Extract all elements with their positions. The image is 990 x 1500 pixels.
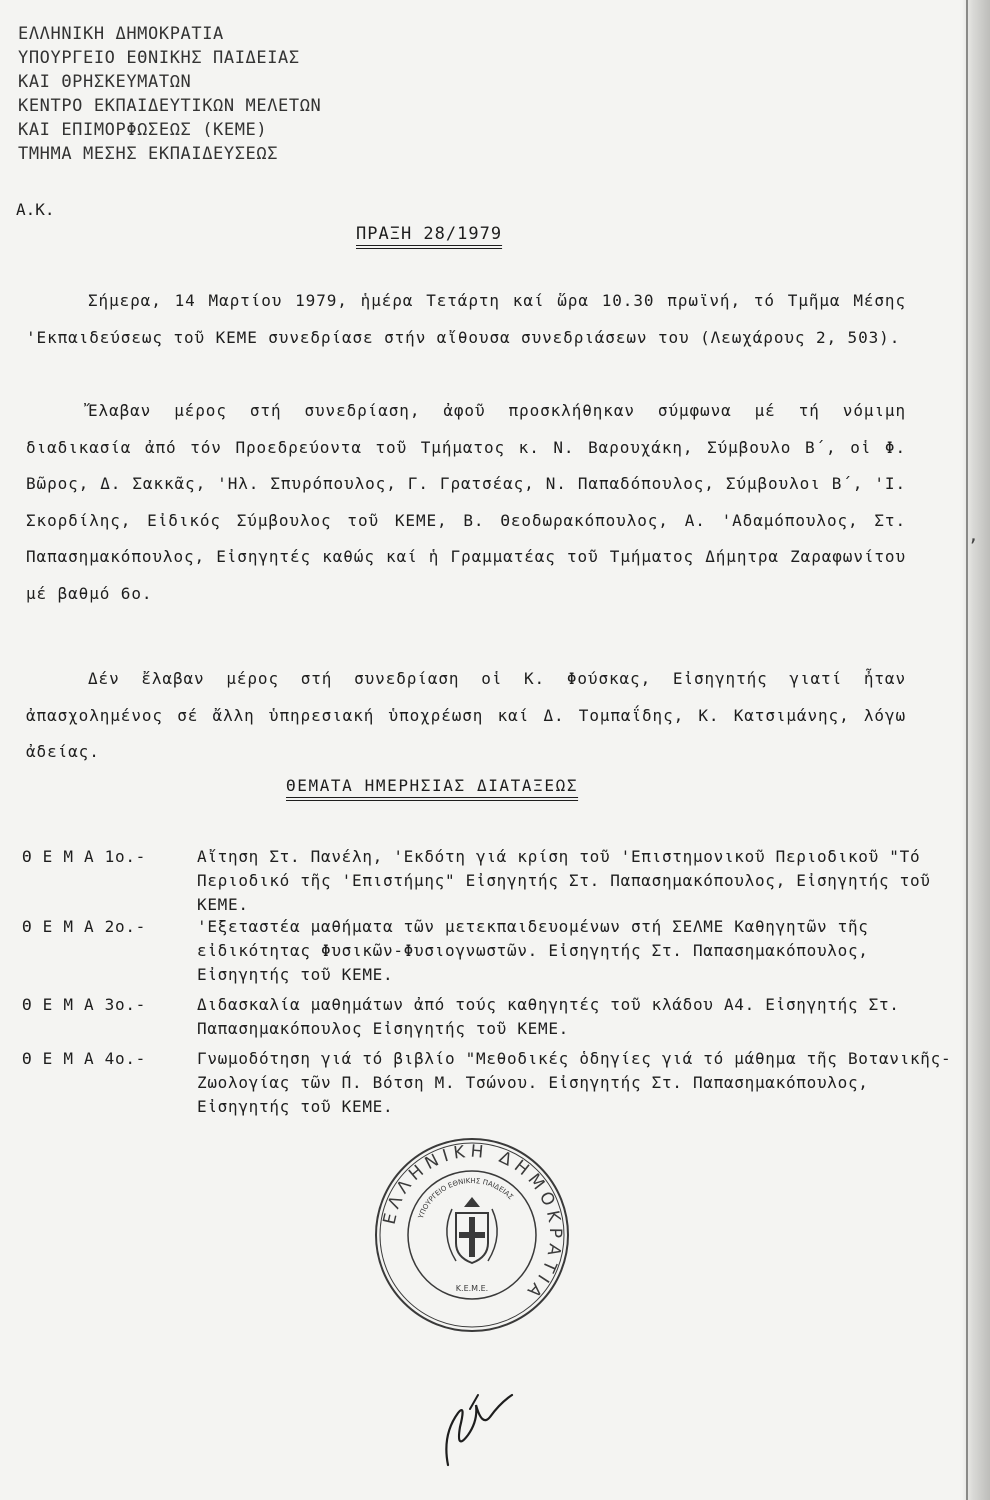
- agenda-item-text: Αἴτηση Στ. Πανέλη, 'Εκδότη γιά κρίση τοῦ 'Επιστημονικοῦ Περιοδικοῦ "Τό Περιοδικό τῆς 'Επιστήμης" Εἰσηγητής Στ. Παπασημακόπουλος, Εἰσηγητής τοῦ ΚΕΜΕ.: [197, 847, 931, 914]
- agenda-item: [22, 993, 962, 1041]
- agenda-item: [22, 915, 962, 987]
- paragraph-absentees: Δέν ἔλαβαν μέρος στή συνεδρίαση οἱ Κ. Φούσκας, Εἰσηγητής γιατί ἦταν ἀπασχολημένος σέ ἄλλη ὑπηρεσιακή ὑποχρέωση καί Δ. Τομπαΐδης, Κ. Κατσιμάνης, λόγω ἀδείας.: [26, 669, 906, 761]
- letterhead-line: ΕΛΛΗΝΙΚΗ ΔΗΜΟΚΡΑΤΙΑ: [18, 24, 224, 44]
- agenda-item: [22, 1047, 962, 1119]
- agenda-item-label: Θ Ε Μ Α 2ο.-: [22, 917, 146, 936]
- page-edge-line: [966, 0, 968, 1500]
- paragraph-attendees: Ἔλαβαν μέρος στή συνεδρίαση, ἀφοῦ προσκλήθηκαν σύμφωνα μέ τή νόμιμη διαδικασία ἀπό τόν Προεδρεύοντα τοῦ Τμήματος κ. Ν. Βαρουχάκη, Σύμβουλο Β΄, οἱ Φ. Βῶρος, Δ. Σακκᾶς, 'Ηλ. Σπυρόπουλος, Γ. Γρατσέας, Ν. Παπαδόπουλος, Σύμβουλοι Β΄, 'Ι. Σκορδίλης, Εἰδικός Σύμβουλος τοῦ ΚΕΜΕ, Β. Θεοδωρακόπουλος, Α. 'Αδαμόπουλος, Στ. Παπασημακόπουλος, Εἰσηγητές καθώς καί ἡ Γραμματέας τοῦ Τμήματος Δήμητρα Ζαραφωνίτου μέ βαθμό 6ο.: [26, 401, 906, 603]
- agenda-item-text: Γνωμοδότηση γιά τό βιβλίο "Μεθοδικές ὁδηγίες γιά τό μάθημα τῆς Βοτανικῆς- Ζωολογίας τῶν Π. Βότση Μ. Τσώνου. Εἰσηγητής Στ. Παπασημακόπουλος, Εἰσηγητής τοῦ ΚΕΜΕ.: [197, 1049, 952, 1116]
- letterhead: [18, 22, 321, 166]
- margin-mark: ,: [968, 525, 979, 546]
- letterhead-line: ΤΜΗΜΑ ΜΕΣΗΣ ΕΚΠΑΙΔΕΥΣΕΩΣ: [18, 144, 279, 164]
- seal-ring-text: ΕΛΛΗΝΙΚΗ ΔΗΜΟΚΡΑΤΙΑ: [379, 1141, 566, 1305]
- letterhead-line: ΚΑΙ ΘΡΗΣΚΕΥΜΑΤΩΝ: [18, 72, 192, 92]
- reference-code: Α.Κ.: [16, 200, 55, 219]
- agenda-item: [22, 845, 962, 917]
- letterhead-line: ΚΕΝΤΡΟ ΕΚΠΑΙΔΕΥΤΙΚΩΝ ΜΕΛΕΤΩΝ: [18, 96, 322, 116]
- agenda-title: ΘΕΜΑΤΑ ΗΜΕΡΗΣΙΑΣ ΔΙΑΤΑΞΕΩΣ: [286, 776, 579, 795]
- seal-inner-text: ΥΠΟΥΡΓΕΙΟ ΕΘΝΙΚΗΣ ΠΑΙΔΕΙΑΣ: [416, 1176, 515, 1220]
- agenda-item-text: Διδασκαλία μαθημάτων ἀπό τούς καθηγητές τοῦ κλάδου Α4. Εἰσηγητής Στ. Παπασημακόπουλος Εἰσηγητής τοῦ ΚΕΜΕ.: [197, 995, 900, 1038]
- seal-bottom-text: Κ.Ε.Μ.Ε.: [455, 1284, 489, 1293]
- letterhead-line: ΚΑΙ ΕΠΙΜΟΡΦΩΣΕΩΣ (ΚΕΜΕ): [18, 120, 268, 140]
- handwritten-signature: [420, 1365, 530, 1475]
- letterhead-line: ΥΠΟΥΡΓΕΙΟ ΕΘΝΙΚΗΣ ΠΑΙΔΕΙΑΣ: [18, 48, 300, 68]
- agenda-item-label: Θ Ε Μ Α 1ο.-: [22, 847, 146, 866]
- agenda-item-text: 'Εξεταστέα μαθήματα τῶν μετεκπαιδευομένων στή ΣΕΛΜΕ Καθηγητῶν τῆς εἰδικότητας Φυσικῶν-Φυσιογνωστῶν. Εἰσηγητής Στ. Παπασημακόπουλος, Εἰσηγητής τοῦ ΚΕΜΕ.: [197, 917, 869, 984]
- coat-of-arms-icon: [447, 1197, 497, 1263]
- agenda-item-label: Θ Ε Μ Α 3ο.-: [22, 995, 146, 1014]
- official-seal-stamp: [372, 1135, 572, 1335]
- agenda-item-label: Θ Ε Μ Α 4ο.-: [22, 1049, 146, 1068]
- document-title: ΠΡΑΞΗ 28/1979: [356, 224, 503, 244]
- paragraph-meeting-date: Σήμερα, 14 Μαρτίου 1979, ἡμέρα Τετάρτη καί ὥρα 10.30 πρωϊνή, τό Τμῆμα Μέσης 'Εκπαιδεύσεως τοῦ ΚΕΜΕ συνεδρίασε στήν αἴθουσα συνεδριάσεων του (Λεωχάρους 2, 503).: [26, 291, 906, 347]
